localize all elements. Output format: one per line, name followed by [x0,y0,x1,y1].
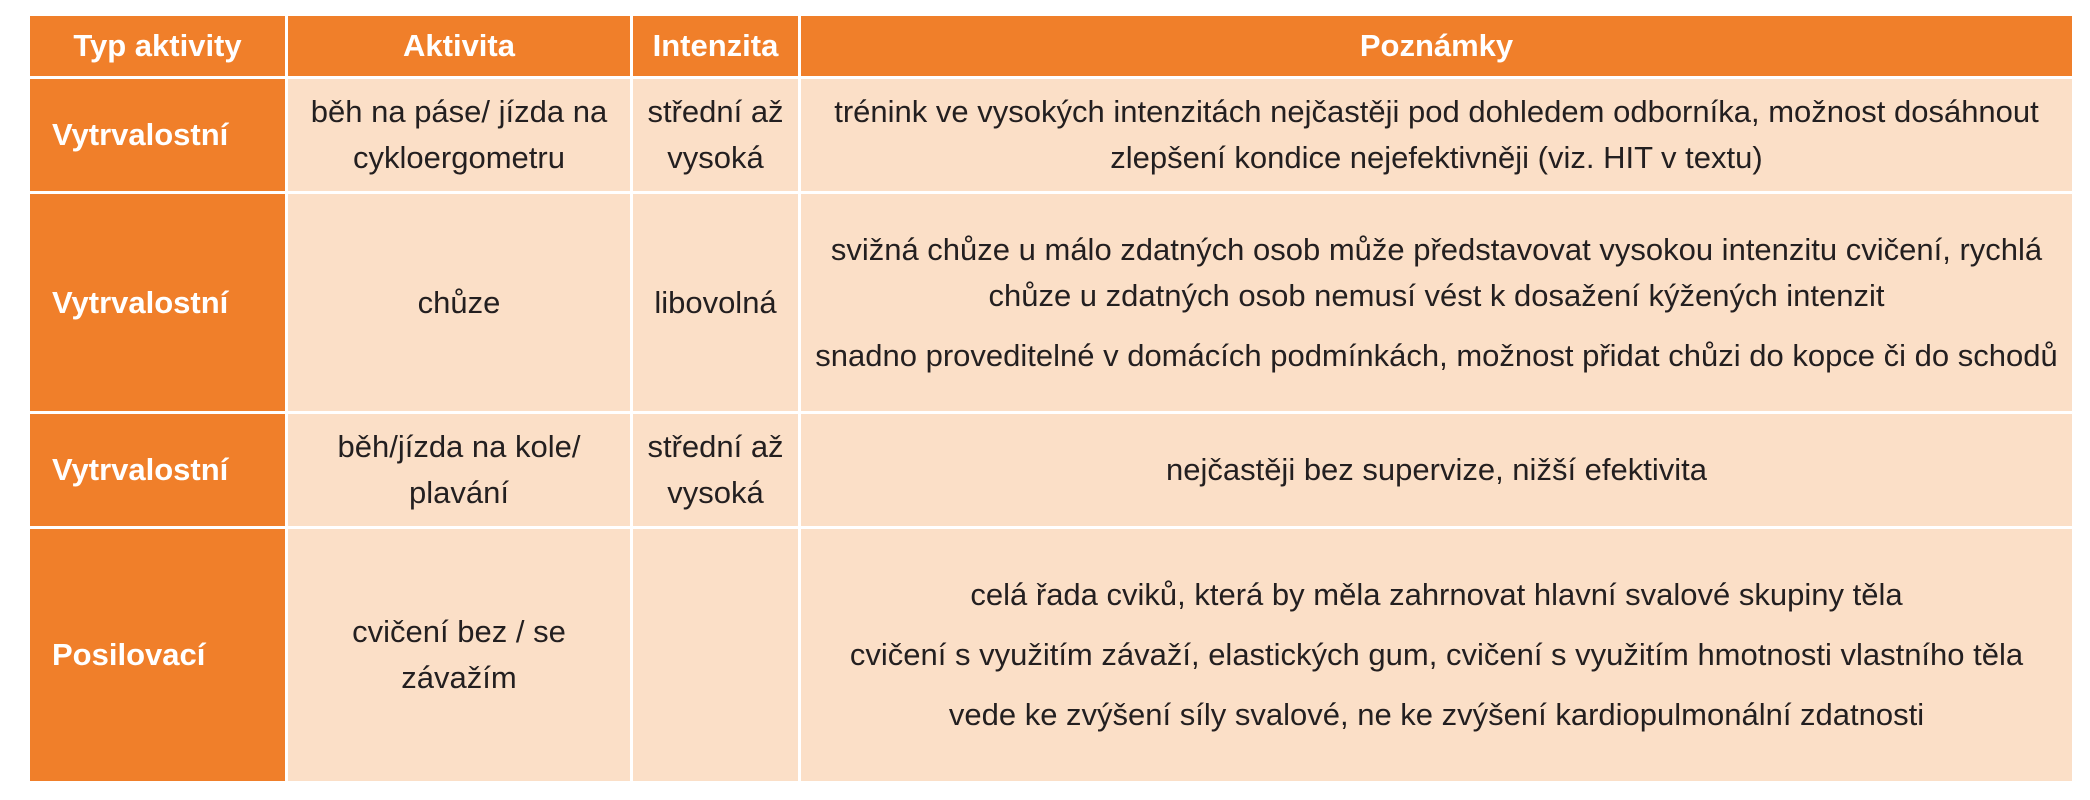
note-text: nejčastěji bez supervize, nižší efektivita [1165,452,1708,487]
intensity-cell: střední až vysoká [632,78,800,193]
notes-cell [800,528,2074,783]
activity-type-cell: Vytrvalostní [29,413,287,528]
note-text: celá řada cviků, která by měla zahrnovat hlavní svalové skupiny těla [970,577,1903,612]
notes-cell [800,78,2074,193]
header-intenzita: Intenzita [632,15,800,78]
note-text: vede ke zvýšení síly svalové, ne ke zvýšení kardiopulmonální zdatnosti [948,697,1925,732]
table-header-row [29,15,2074,78]
header-poznamky: Poznámky [800,15,2074,78]
activity-type-cell: Vytrvalostní [29,78,287,193]
activity-cell: běh na páse/ jízda na cykloergometru [287,78,632,193]
notes-cell [800,413,2074,528]
header-aktivita: Aktivita [287,15,632,78]
table-row [29,528,2074,783]
note-text: trénink ve vysokých intenzitách nejčastěji pod dohledem odborníka, možnost dosáhnout zlepšení kondice nejefektivněji (viz. HIT v textu) [834,94,2039,175]
activity-cell: běh/jízda na kole/ plavání [287,413,632,528]
intensity-cell: libovolná [632,193,800,413]
note-text: snadno proveditelné v domácích podmínkách, možnost přidat chůzi do kopce či do schodů [815,337,2058,373]
table-row [29,413,2074,528]
activity-type-cell: Posilovací [29,528,287,783]
activity-table [27,13,2075,784]
notes-cell [800,193,2074,413]
activity-cell: chůze [287,193,632,413]
header-typ-aktivity: Typ aktivity [29,15,287,78]
table-row [29,78,2074,193]
note-text: svižná chůze u málo zdatných osob může představovat vysokou intenzitu cvičení, rychlá chůze u zdatných osob nemusí vést k dosažení kýžených intenzit [830,231,2043,313]
intensity-cell [632,528,800,783]
table-row [29,193,2074,413]
activity-cell: cvičení bez / se závažím [287,528,632,783]
note-text: cvičení s využitím závaží, elastických gum, cvičení s využitím hmotnosti vlastního těla [849,637,2024,672]
activity-type-cell: Vytrvalostní [29,193,287,413]
intensity-cell: střední až vysoká [632,413,800,528]
